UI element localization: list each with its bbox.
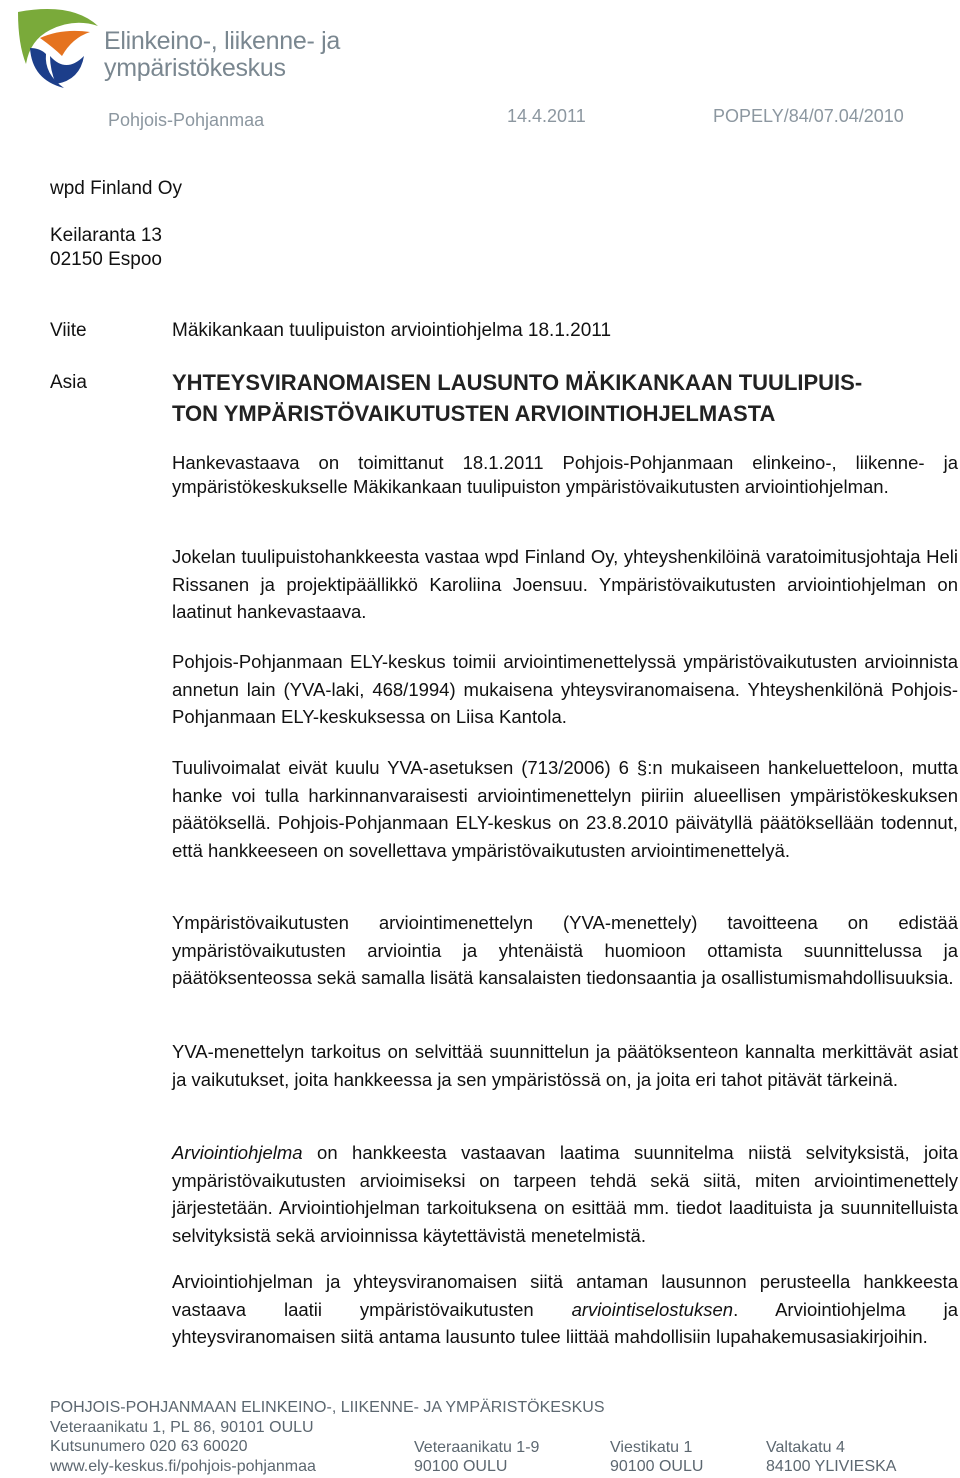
footer-website: www.ely-keskus.fi/pohjois-pohjanmaa bbox=[50, 1458, 316, 1475]
asia-label: Asia bbox=[50, 372, 87, 393]
subject-heading bbox=[172, 367, 960, 429]
ely-logo-icon bbox=[10, 4, 110, 90]
document-date: 14.4.2011 bbox=[507, 106, 586, 126]
office2-street: Viestikatu 1 bbox=[610, 1439, 693, 1456]
paragraph-3: Pohjois-Pohjanmaan ELY-keskus toimii arviointimenettelyssä ympäristövaikutusten arvioinnista annetun lain (YVA-laki, 468/1994) mukaisena yhteysviranomaisena. Yhteyshenkilönä Pohjois-Pohjanmaan ELY-keskuksessa on Liisa Kantola. bbox=[172, 651, 958, 727]
reference-number: POPELY/84/07.04/2010 bbox=[713, 106, 904, 126]
term-arviointiohjelma: Arviointiohjelma bbox=[172, 1142, 303, 1163]
office3-street: Valtakatu 4 bbox=[766, 1439, 845, 1456]
paragraph-5: Ympäristövaikutusten arviointimenettelyn (YVA-menettely) tavoitteena on edistää ympäristövaikutusten arviointia ja yhtenäistä huomioon ottamista suunnittelussa ja päätöksenteossa sekä samalla lisätä kansalaisten tiedonsaantia ja osallistumismahdollisuuksia. bbox=[172, 912, 958, 988]
paragraph-8-end: . Arviointiohjelma ja yhteysviranomaisen siitä antama lausunto tulee liittää mahdollisiin lupahakemusasiakirjoihin. bbox=[172, 1298, 958, 1347]
org-name-line1: Elinkeino-, liikenne- ja bbox=[104, 27, 340, 55]
paragraph-7-text: on hankkeesta vastaavan laatima suunnitelma niistä selvityksistä, joita ympäristövaikutusten arvioimiseksi on tarpeen tehdä sekä siitä, miten arviointimenettely järjestetään. Arviointiohjelman tarkoituksena on esittää mm. tiedot laadituista ja suunnitelluista selvityksistä sekä arvioinnissa käytettävistä menetelmistä. bbox=[172, 1142, 958, 1246]
paragraph-8 bbox=[172, 1268, 958, 1351]
office1-street: Veteraanikatu 1-9 bbox=[414, 1439, 540, 1456]
org-name-line2: ympäristökeskus bbox=[104, 54, 286, 82]
office1-city: 90100 OULU bbox=[414, 1458, 508, 1475]
paragraph-2: Jokelan tuulipuistohankkeesta vastaa wpd Finland Oy, yhteyshenkilöinä varatoimitusjohtaja Heli Rissanen ja projektipäällikkö Karoliina Joensuu. Ympäristövaikutusten arviointiohjelman on laatinut hankevastaava. bbox=[172, 546, 958, 622]
viite-label: Viite bbox=[50, 320, 87, 341]
paragraph-7 bbox=[172, 1139, 958, 1249]
subject-line2: TON YMPÄRISTÖVAIKUTUSTEN ARVIOINTIOHJELMASTA bbox=[172, 401, 776, 426]
footer-office-ylivieska bbox=[766, 1438, 896, 1476]
paragraph-1: Hankevastaava on toimittanut 18.1.2011 Pohjois-Pohjanmaan elinkeino-, liikenne- ja ympäristökeskukselle Mäkikankaan tuulipuiston ympäristövaikutusten arviointiohjelman. bbox=[172, 452, 958, 497]
viite-value: Mäkikankaan tuulipuiston arviointiohjelma 18.1.2011 bbox=[172, 320, 612, 341]
recipient-street: Keilaranta 13 bbox=[50, 225, 162, 246]
footer-address: Veteraanikatu 1, PL 86, 90101 OULU bbox=[50, 1419, 314, 1436]
footer-office-oulu-2 bbox=[610, 1438, 703, 1476]
paragraph-6: YVA-menettelyn tarkoitus on selvittää suunnittelun ja päätöksenteon kannalta merkittävät asiat ja vaikutukset, joita hankkeessa ja sen ympäristössä on, ja joita eri tahot pitävät tärkeinä. bbox=[172, 1041, 958, 1090]
paragraph-8-start: Arviointiohjelman ja yhteysviranomaisen siitä antaman lausunnon perusteella hankkeesta vastaava laatii ympäristövaikutusten bbox=[172, 1271, 958, 1320]
subject-line1: YHTEYSVIRANOMAISEN LAUSUNTO MÄKIKANKAAN TUULIPUIS- bbox=[172, 370, 863, 395]
paragraph-4: Tuulivoimalat eivät kuulu YVA-asetuksen (713/2006) 6 §:n mukaiseen hankeluetteloon, mutta hanke voi tulla harkinnanvaraisesti arviointimenettelyn piiriin alueellisen ympäristökeskuksen päätöksellä. Pohjois-Pohjanmaan ELY-keskus on 23.8.2010 päivätyllä päätöksellään todennut, että hankkeeseen on sovellettava ympäristövaikutusten arviointimenettelyä. bbox=[172, 757, 958, 861]
footer-organization: POHJOIS-POHJANMAAN ELINKEINO-, LIIKENNE- JA YMPÄRISTÖKESKUS bbox=[50, 1399, 605, 1416]
footer-office-oulu-1 bbox=[414, 1438, 539, 1476]
office3-city: 84100 YLIVIESKA bbox=[766, 1458, 897, 1475]
office2-city: 90100 OULU bbox=[610, 1458, 704, 1475]
region-name: Pohjois-Pohjanmaa bbox=[108, 110, 265, 130]
term-arviointiselostus: arviointiselostuksen bbox=[571, 1298, 734, 1320]
organization-name bbox=[104, 28, 340, 82]
footer-phone: Kutsunumero 020 63 60020 bbox=[50, 1438, 248, 1455]
recipient-name: wpd Finland Oy bbox=[50, 178, 183, 199]
recipient-postal: 02150 Espoo bbox=[50, 249, 162, 270]
